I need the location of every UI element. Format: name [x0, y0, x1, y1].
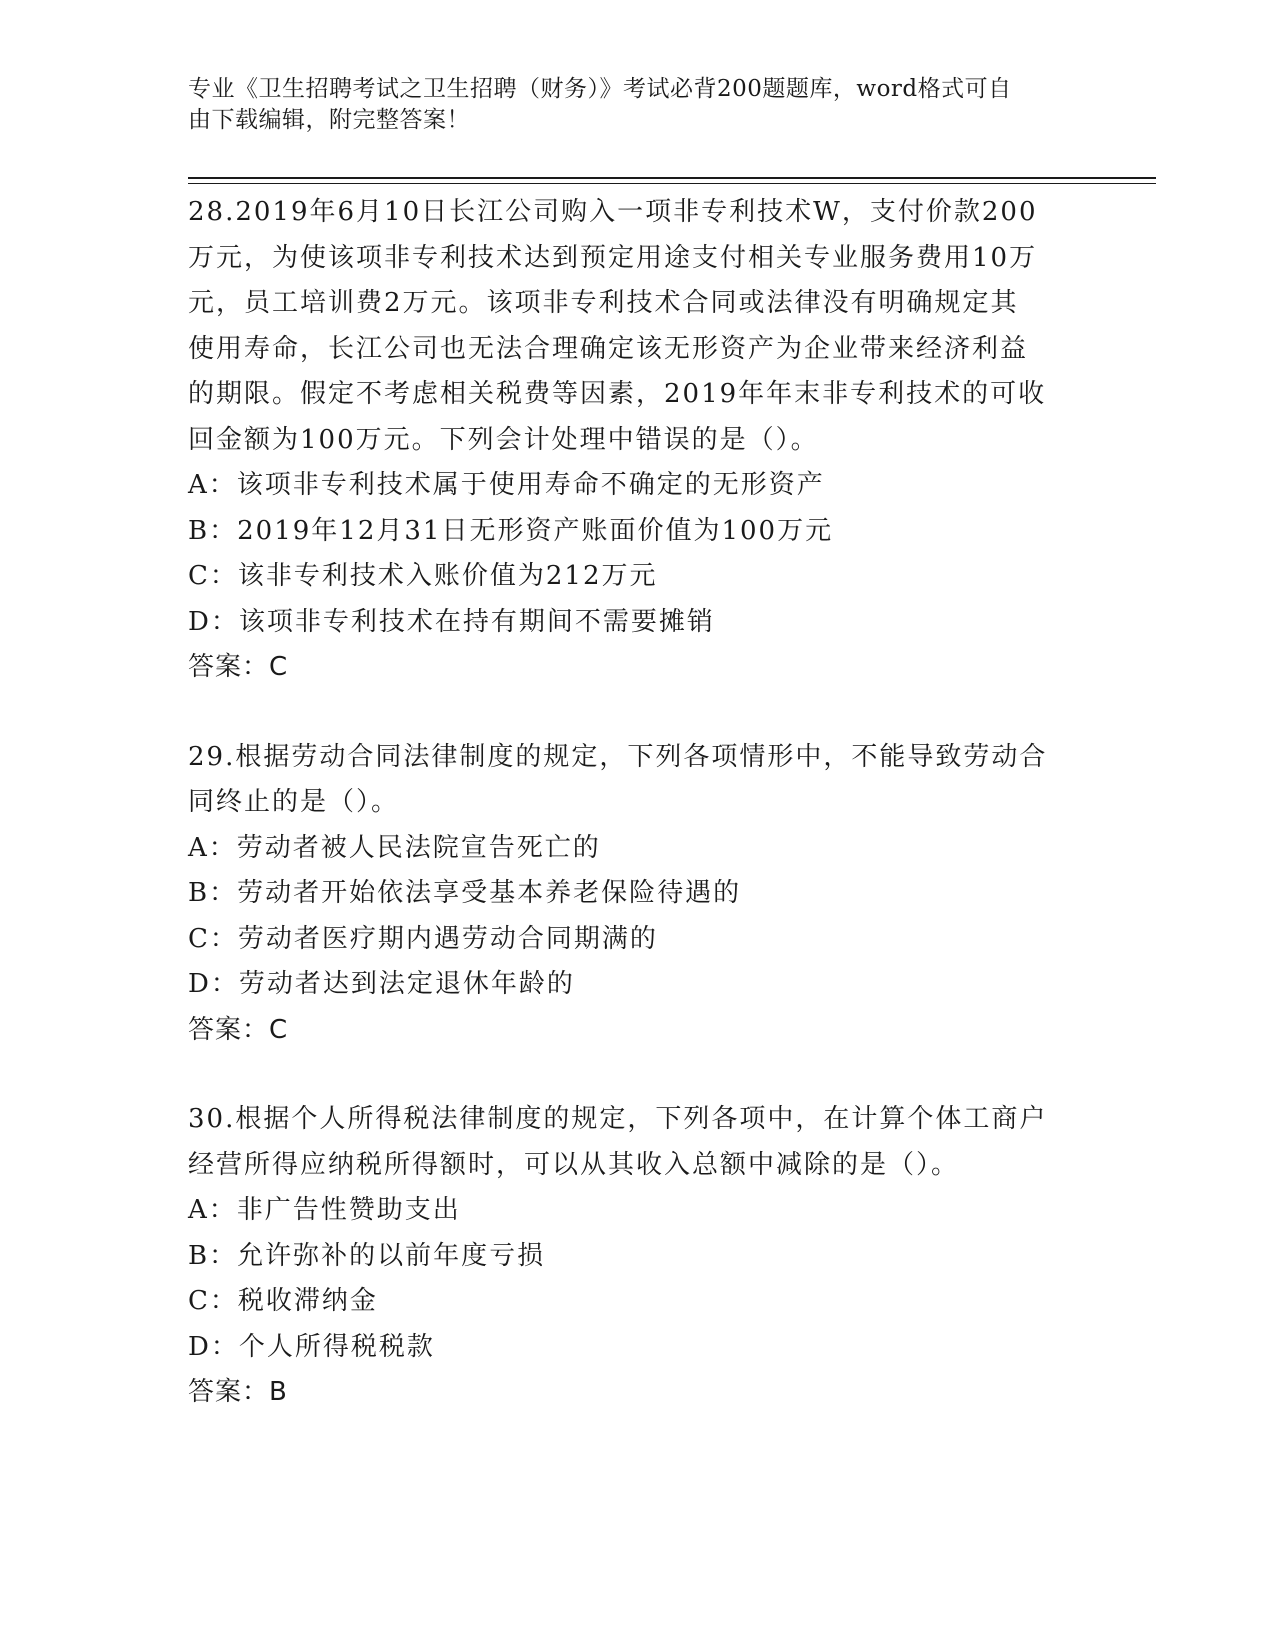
option-a: A：非广告性赞助支出 — [188, 1195, 461, 1225]
option-b: B：2019年12月31日无形资产账面价值为100万元 — [188, 515, 834, 546]
option-d: D：个人所得税税款 — [188, 1331, 435, 1362]
option-d: D：该项非专利技术在持有期间不需要摊销 — [188, 606, 715, 637]
option-c: C：该非专利技术入账价值为212万元 — [188, 561, 658, 591]
stem-line: 经营所得应纳税所得额时，可以从其收入总额中减除的是（）。 — [188, 1149, 960, 1180]
answer-line: 答案：B — [188, 1377, 288, 1407]
stem-line: 元，员工培训费2万元。该项非专利技术合同或法律没有明确规定其 — [188, 288, 1019, 318]
option-c: C：劳动者医疗期内遇劳动合同期满的 — [188, 923, 658, 954]
question-30 — [188, 1097, 1088, 1416]
question-stem — [188, 1097, 1088, 1188]
question-28 — [188, 190, 1088, 691]
stem-line: 29.根据劳动合同法律制度的规定，下列各项情形中，不能导致劳动合 — [188, 741, 1048, 772]
stem-line: 同终止的是（）。 — [188, 787, 400, 817]
stem-line: 28.2019年6月10日长江公司购入一项非专利技术W，支付价款200 — [188, 197, 1038, 227]
question-stem — [188, 735, 1088, 826]
option-b: B：允许弥补的以前年度亏损 — [188, 1240, 546, 1271]
header-divider-thin — [188, 183, 1156, 184]
option-c: C：税收滞纳金 — [188, 1286, 378, 1316]
answer-line: 答案：C — [188, 1014, 289, 1045]
stem-line: 万元，为使该项非专利技术达到预定用途支付相关专业服务费用10万 — [188, 242, 1038, 273]
question-29 — [188, 735, 1088, 1054]
stem-line: 使用寿命，长江公司也无法合理确定该无形资产为企业带来经济利益 — [188, 333, 1029, 364]
option-a: A：该项非专利技术属于使用寿命不确定的无形资产 — [188, 470, 825, 500]
document-header — [188, 74, 1068, 136]
option-a: A：劳动者被人民法院宣告死亡的 — [188, 832, 601, 863]
header-line-1: 专业《卫生招聘考试之卫生招聘（财务）》考试必背200题题库，word格式可自 — [188, 76, 1012, 102]
option-d: D：劳动者达到法定退休年龄的 — [188, 969, 575, 999]
header-line-2: 由下载编辑，附完整答案！ — [188, 107, 470, 133]
stem-line: 回金额为100万元。下列会计处理中错误的是（）。 — [188, 424, 819, 455]
answer-line: 答案：C — [188, 652, 289, 682]
stem-line: 30.根据个人所得税法律制度的规定，下列各项中，在计算个体工商户 — [188, 1104, 1048, 1134]
question-list — [188, 190, 1088, 1460]
stem-line: 的期限。假定不考虑相关税费等因素，2019年年末非专利技术的可收 — [188, 379, 1047, 409]
header-divider-thick — [188, 177, 1156, 179]
option-b: B：劳动者开始依法享受基本养老保险待遇的 — [188, 878, 742, 908]
question-stem — [188, 190, 1088, 463]
